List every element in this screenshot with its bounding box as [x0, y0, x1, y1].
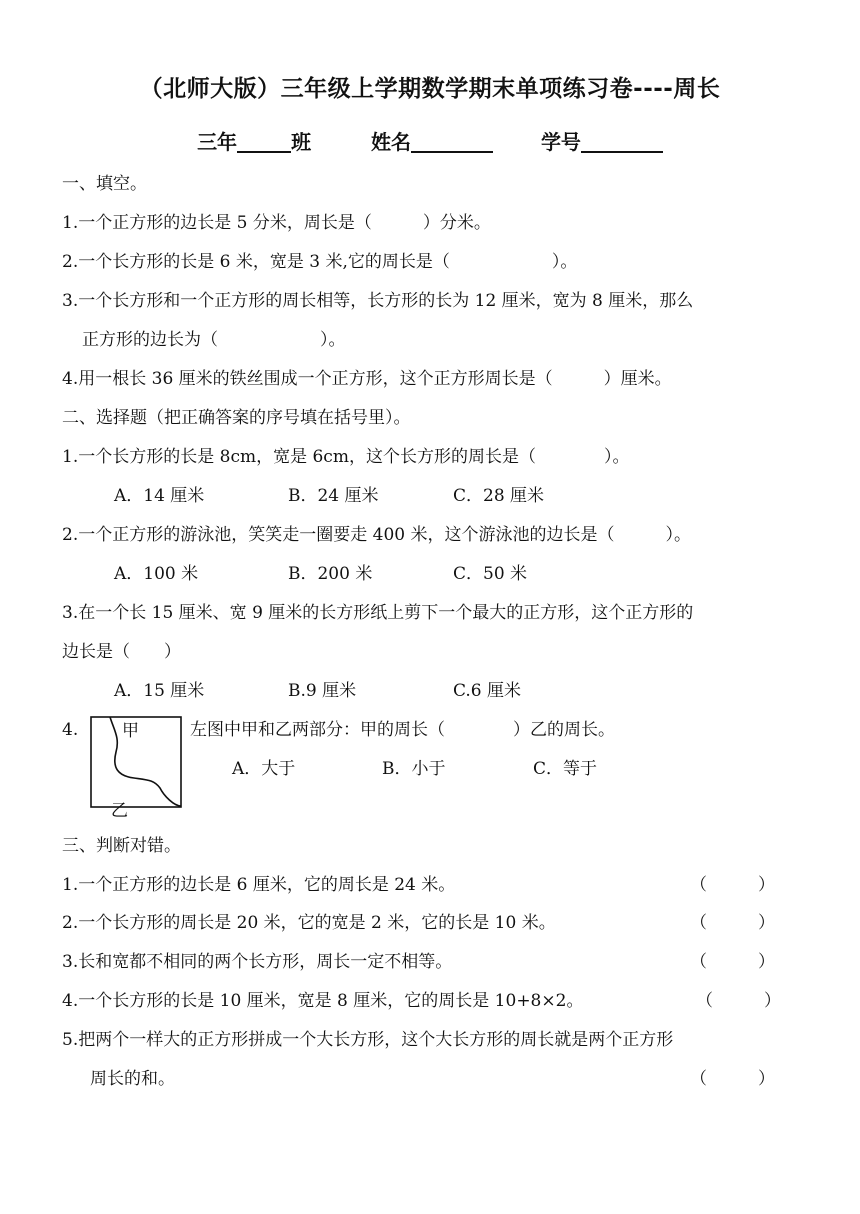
s3-question-2: 2.一个长方形的周长是 20 米，它的宽是 2 米，它的长是 10 米。 [62, 913, 556, 933]
s2-q3-option-c: C.6 厘米 [453, 681, 522, 701]
id-label: 学号 [540, 130, 581, 154]
s1-question-4: 4.用一根长 36 厘米的铁丝围成一个正方形，这个正方形周长是（ ）厘米。 [62, 369, 672, 389]
s2-q4-option-a: A．大于 [232, 759, 296, 779]
s2-q2-option-c: C．50 米 [453, 564, 528, 584]
student-info-line [0, 126, 860, 155]
s2-q1-option-c: C．28 厘米 [453, 486, 545, 506]
s2-q3-option-a: A．15 厘米 [114, 681, 205, 701]
diagram-label-jia: 甲 [122, 721, 139, 741]
section-3-heading: 三、判断对错。 [62, 836, 181, 856]
s1-question-3-line1: 3.一个长方形和一个正方形的周长相等，长方形的长为 12 厘米，宽为 8 厘米，那么 [62, 291, 694, 311]
s3-question-4: 4.一个长方形的长是 10 厘米，宽是 8 厘米，它的周长是 10+8×2。 [62, 991, 584, 1011]
s2-q4-option-b: B．小于 [382, 759, 446, 779]
class-label: 班 [291, 130, 312, 154]
s3-q1-answer-paren[interactable]: （ ） [690, 875, 775, 895]
s3-question-1: 1.一个正方形的边长是 6 厘米，它的周长是 24 米。 [62, 875, 456, 895]
s3-question-3: 3.长和宽都不相同的两个长方形，周长一定不相等。 [62, 952, 453, 972]
section-2-heading: 二、选择题（把正确答案的序号填在括号里）。 [62, 408, 411, 428]
section-1-heading: 一、填空。 [62, 174, 147, 194]
s3-question-5-line1: 5.把两个一样大的正方形拼成一个大长方形，这个大长方形的周长就是两个正方形 [62, 1030, 674, 1050]
s3-q5-answer-paren[interactable]: （ ） [690, 1069, 775, 1089]
id-blank[interactable] [581, 131, 663, 153]
s1-question-3-line2: 正方形的边长为（ ）。 [82, 330, 346, 350]
s1-question-2: 2.一个长方形的长是 6 米，宽是 3 米,它的周长是（ ）。 [62, 252, 578, 272]
page-title: （北师大版）三年级上学期数学期末单项练习卷----周长 [139, 76, 721, 102]
s3-q2-answer-paren[interactable]: （ ） [690, 913, 775, 933]
s2-question-3-line1: 3.在一个长 15 厘米、宽 9 厘米的长方形纸上剪下一个最大的正方形，这个正方形的 [62, 603, 694, 623]
s2-question-4-number: 4. [62, 720, 79, 740]
name-label: 姓名 [371, 130, 411, 154]
s2-question-3-line2: 边长是（ ） [62, 642, 181, 662]
s2-question-4: 左图中甲和乙两部分：甲的周长（ ）乙的周长。 [190, 720, 615, 740]
s2-question-2: 2.一个正方形的游泳池，笑笑走一圈要走 400 米，这个游泳池的边长是（ ）。 [62, 525, 691, 545]
s3-question-5-line2: 周长的和。 [90, 1069, 175, 1089]
s3-q3-answer-paren[interactable]: （ ） [690, 952, 775, 972]
class-blank[interactable] [237, 131, 291, 153]
s2-q2-option-a: A．100 米 [114, 564, 199, 584]
diagram-dividing-curve [110, 717, 181, 806]
s2-q1-option-a: A．14 厘米 [114, 486, 205, 506]
s2-q3-option-b: B.9 厘米 [288, 681, 357, 701]
grade-label: 三年 [197, 130, 238, 154]
s3-q4-answer-paren[interactable]: （ ） [696, 991, 781, 1011]
s1-question-1: 1.一个正方形的边长是 5 分米，周长是（ ）分米。 [62, 213, 491, 233]
s2-q2-option-b: B．200 米 [288, 564, 373, 584]
s2-q1-option-b: B．24 厘米 [288, 486, 379, 506]
diagram-label-yi: 乙 [111, 801, 128, 821]
name-blank[interactable] [411, 131, 493, 153]
s2-question-1: 1.一个长方形的长是 8cm，宽是 6cm，这个长方形的周长是（ ）。 [62, 447, 630, 467]
s2-q4-option-c: C．等于 [533, 759, 598, 779]
